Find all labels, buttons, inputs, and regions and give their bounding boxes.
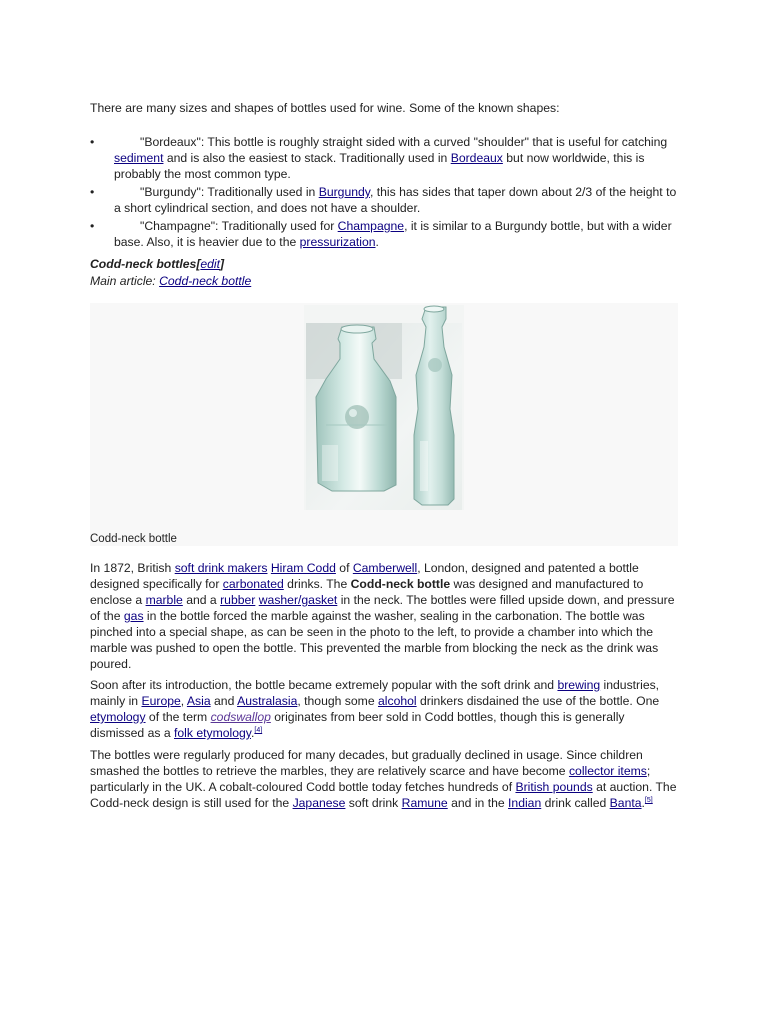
paragraph-history bbox=[90, 560, 678, 672]
para-text: drink called bbox=[541, 796, 610, 810]
link-brewing[interactable]: brewing bbox=[557, 678, 601, 692]
para-text: . bbox=[641, 796, 645, 810]
link-codswallop[interactable]: codswallop bbox=[210, 710, 271, 724]
paragraph-popularity bbox=[90, 677, 678, 741]
section-heading bbox=[90, 256, 224, 272]
link-soft-drink-makers[interactable]: soft drink makers bbox=[174, 561, 268, 575]
link-washer-gasket[interactable]: washer/gasket bbox=[258, 593, 338, 607]
intro-paragraph: There are many sizes and shapes of bottles used for wine. Some of the known shapes: bbox=[90, 101, 560, 115]
link-rubber[interactable]: rubber bbox=[220, 593, 256, 607]
link-folk-etymology[interactable]: folk etymology bbox=[174, 726, 251, 740]
section-title: Codd-neck bottles bbox=[90, 257, 197, 271]
reference-link-4[interactable]: [4] bbox=[254, 726, 263, 734]
para-text: . bbox=[251, 726, 255, 740]
para-text: drinkers disdained the use of the bottle. One bbox=[416, 694, 660, 708]
edit-bracket: [ bbox=[196, 257, 201, 271]
link-indian[interactable]: Indian bbox=[508, 796, 542, 810]
link-sediment[interactable]: sediment bbox=[114, 151, 164, 165]
para-text: in the bottle forced the marble against the washer, sealing in the carbonation. The bottle was pinched into a special shape, as can be seen in the photo to the left, to provide a chamber into which the marble was pushed to open the bottle. This prevented the marble from blocking the neck as the drink was poured. bbox=[90, 609, 659, 671]
para-text: The bottles were regularly produced for many decades, but gradually declined in usage. Since children smashed the bottles to retrieve the marbles, they are relatively scarce and have become bbox=[90, 748, 643, 778]
codd-bottle-photo[interactable] bbox=[304, 305, 464, 510]
bottle-shapes-list bbox=[90, 134, 678, 252]
para-text: originates from beer sold in Codd bottles, though this is generally dismissed as a bbox=[90, 710, 625, 740]
list-text: "Champagne": Traditionally used for bbox=[140, 219, 338, 233]
link-carbonated[interactable]: carbonated bbox=[222, 577, 284, 591]
bullet-icon: • bbox=[90, 219, 95, 233]
link-pressurization[interactable]: pressurization bbox=[299, 235, 376, 249]
para-text: and a bbox=[182, 593, 221, 607]
para-text: in the neck. The bottles were filled upside down, and pressure of the bbox=[90, 593, 675, 623]
para-text: and in the bbox=[447, 796, 509, 810]
link-gas[interactable]: gas bbox=[123, 609, 144, 623]
main-article-label: Main article: bbox=[90, 274, 160, 288]
list-item-champagne bbox=[90, 218, 678, 250]
para-text: of the term bbox=[145, 710, 211, 724]
para-text: Soon after its introduction, the bottle became extremely popular with the soft drink and bbox=[90, 678, 558, 692]
reference-link-5[interactable]: [5] bbox=[644, 796, 653, 804]
link-british-pounds[interactable]: British pounds bbox=[515, 780, 593, 794]
list-text: "Burgundy": Traditionally used in bbox=[140, 185, 319, 199]
list-item-burgundy bbox=[90, 184, 678, 216]
list-text: "Bordeaux": This bottle is roughly straight sided with a curved "shoulder" that is useful for catching bbox=[140, 135, 668, 149]
para-text: was designed and manufactured to enclose a bbox=[90, 577, 644, 607]
link-burgundy[interactable]: Burgundy bbox=[318, 185, 370, 199]
link-ramune[interactable]: Ramune bbox=[401, 796, 448, 810]
list-text: but now worldwide, this is probably the most common type. bbox=[114, 151, 645, 181]
bullet-icon: • bbox=[90, 185, 95, 199]
link-main-article[interactable]: Codd-neck bottle bbox=[159, 274, 252, 288]
link-alcohol[interactable]: alcohol bbox=[377, 694, 417, 708]
link-banta[interactable]: Banta bbox=[609, 796, 642, 810]
link-champagne[interactable]: Champagne bbox=[337, 219, 405, 233]
main-article-note bbox=[90, 273, 251, 289]
link-collector-items[interactable]: collector items bbox=[568, 764, 647, 778]
para-text: , bbox=[180, 694, 187, 708]
link-camberwell[interactable]: Camberwell bbox=[352, 561, 418, 575]
para-text: drinks. The bbox=[283, 577, 351, 591]
link-asia[interactable]: Asia bbox=[186, 694, 211, 708]
bold-term: Codd-neck bottle bbox=[350, 577, 451, 591]
list-text: , this has sides that taper down about 2/3 of the height to a short cylindrical section, and does not have a shoulder. bbox=[114, 185, 677, 215]
list-text: and is also the easiest to stack. Traditionally used in bbox=[163, 151, 451, 165]
link-bordeaux[interactable]: Bordeaux bbox=[450, 151, 503, 165]
para-text: industries, mainly in bbox=[90, 678, 660, 708]
link-hiram-codd[interactable]: Hiram Codd bbox=[270, 561, 336, 575]
para-text: ; particularly in the UK. A cobalt-coloured Codd bottle today fetches hundreds of bbox=[90, 764, 651, 794]
para-text: and bbox=[210, 694, 238, 708]
para-text: at auction. The Codd-neck design is still used for the bbox=[90, 780, 677, 810]
para-text: In 1872, British bbox=[90, 561, 175, 575]
paragraph-decline bbox=[90, 747, 678, 811]
bullet-icon: • bbox=[90, 135, 95, 149]
list-item-bordeaux bbox=[90, 134, 678, 182]
list-text: . bbox=[375, 235, 379, 249]
para-text: , though some bbox=[297, 694, 378, 708]
link-australasia[interactable]: Australasia bbox=[237, 694, 298, 708]
link-japanese[interactable]: Japanese bbox=[292, 796, 346, 810]
edit-link[interactable]: edit bbox=[200, 257, 221, 271]
para-text: soft drink bbox=[345, 796, 402, 810]
link-europe[interactable]: Europe bbox=[141, 694, 181, 708]
link-etymology[interactable]: etymology bbox=[90, 710, 146, 724]
edit-bracket: ] bbox=[220, 257, 225, 271]
link-marble[interactable]: marble bbox=[145, 593, 183, 607]
list-text: , it is similar to a Burgundy bottle, but with a wider base. Also, it is heavier due to the bbox=[114, 219, 672, 249]
figure-box bbox=[90, 303, 678, 546]
figure-caption: Codd-neck bottle bbox=[90, 533, 177, 545]
para-text: , London, designed and patented a bottle designed specifically for bbox=[90, 561, 639, 591]
para-text: of bbox=[335, 561, 353, 575]
